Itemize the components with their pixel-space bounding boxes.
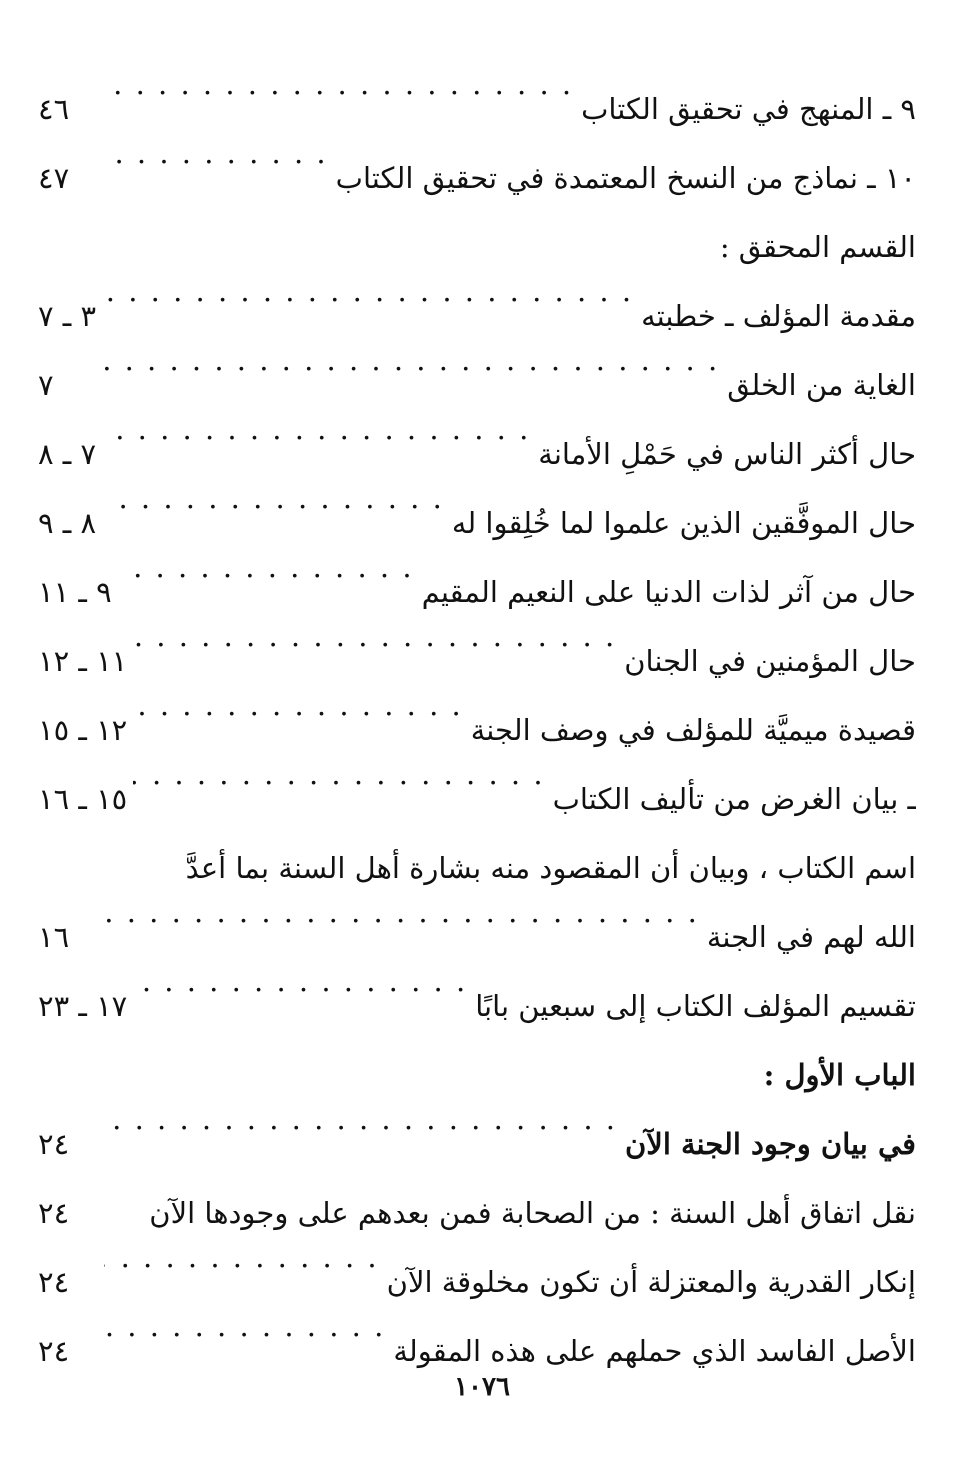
dot-leader [104,464,452,533]
toc-entry-title: قصيدة ميميَّة للمؤلف في وصف الجنة [470,713,916,747]
toc-entry-page: ٣ ـ ٧ [38,299,97,333]
toc-entry-page: ١٥ ـ ١٦ [38,782,128,816]
toc-entry-page: ٢٤ [38,1334,70,1368]
toc-entry-page: ١١ ـ ١٢ [38,644,128,678]
toc-entry-page: ٩ ـ ١١ [38,575,112,609]
dot-leader [104,1223,387,1292]
toc-entry-page: ٢٤ [38,1265,70,1299]
toc-entry-page: ٧ [38,368,54,402]
dot-leader [104,326,727,395]
toc-entry-title: حال الموفَّقين الذين علموا لما خُلِقوا له [451,506,916,540]
dot-leader [104,1085,625,1154]
dot-leader [104,1154,149,1223]
toc-entry-page: ١٦ [38,920,70,954]
toc-entry-title: حال المؤمنين في الجنان [624,644,916,678]
dot-leader [104,50,581,119]
table-of-contents [38,50,916,1368]
toc-entry-title: نقل اتفاق أهل السنة : من الصحابة فمن بعدهم على وجودها الآن [149,1196,916,1230]
toc-entry-page: ١٧ ـ ٢٣ [38,989,128,1023]
page-number: ١٠٧٦ [454,1372,510,1402]
dot-leader [104,1016,764,1085]
toc-entry-title: مقدمة المؤلف ـ خطبته [641,299,916,333]
dot-leader [118,533,422,602]
toc-entry-title: تقسيم المؤلف الكتاب إلى سبعين بابًا [475,989,916,1023]
dot-leader [104,257,641,326]
toc-entry-title: في بيان وجود الجنة الآن [624,1127,916,1161]
dot-leader [104,119,336,188]
dot-leader [104,395,538,464]
dot-leader [133,947,475,1016]
toc-entry-page: ٢٤ [38,1196,70,1230]
dot-leader [104,1292,393,1361]
dot-leader [104,809,186,878]
toc-entry-title: اسم الكتاب ، وبيان أن المقصود منه بشارة أهل السنة بما أعدَّ [185,851,916,885]
toc-entry-title: الله لهم في الجنة [706,920,916,954]
toc-entry-page: ١٢ ـ ١٥ [38,713,128,747]
dot-leader [133,671,470,740]
toc-entry-page: ٨ ـ ٩ [38,506,97,540]
toc-entry [38,50,916,126]
toc-entry-title: إنكار القدرية والمعتزلة أن تكون مخلوقة الآن [386,1265,916,1299]
dot-leader [133,740,552,809]
toc-entry-title: الغاية من الخلق [727,368,916,402]
toc-entry-title: ٩ ـ المنهج في تحقيق الكتاب [581,92,916,126]
toc-entry-title: حال من آثر لذات الدنيا على النعيم المقيم [421,575,916,609]
toc-entry-title: القسم المحقق : [719,230,916,264]
toc-entry-title: الأصل الفاسد الذي حملهم على هذه المقولة [393,1334,916,1368]
toc-entry-title: الباب الأول : [763,1058,916,1092]
toc-entry-page: ٧ ـ ٨ [38,437,97,471]
dot-leader [133,602,624,671]
toc-entry-page: ٢٤ [38,1127,70,1161]
dot-leader [104,188,720,257]
dot-leader [104,878,707,947]
toc-entry-title: ١٠ ـ نماذج من النسخ المعتمدة في تحقيق الكتاب [335,161,916,195]
toc-entry-title: ـ بيان الغرض من تأليف الكتاب [552,782,916,816]
toc-entry-title: حال أكثر الناس في حَمْلِ الأمانة [538,437,916,471]
toc-entry-page: ٤٧ [38,161,70,195]
toc-entry-page: ٤٦ [38,92,70,126]
